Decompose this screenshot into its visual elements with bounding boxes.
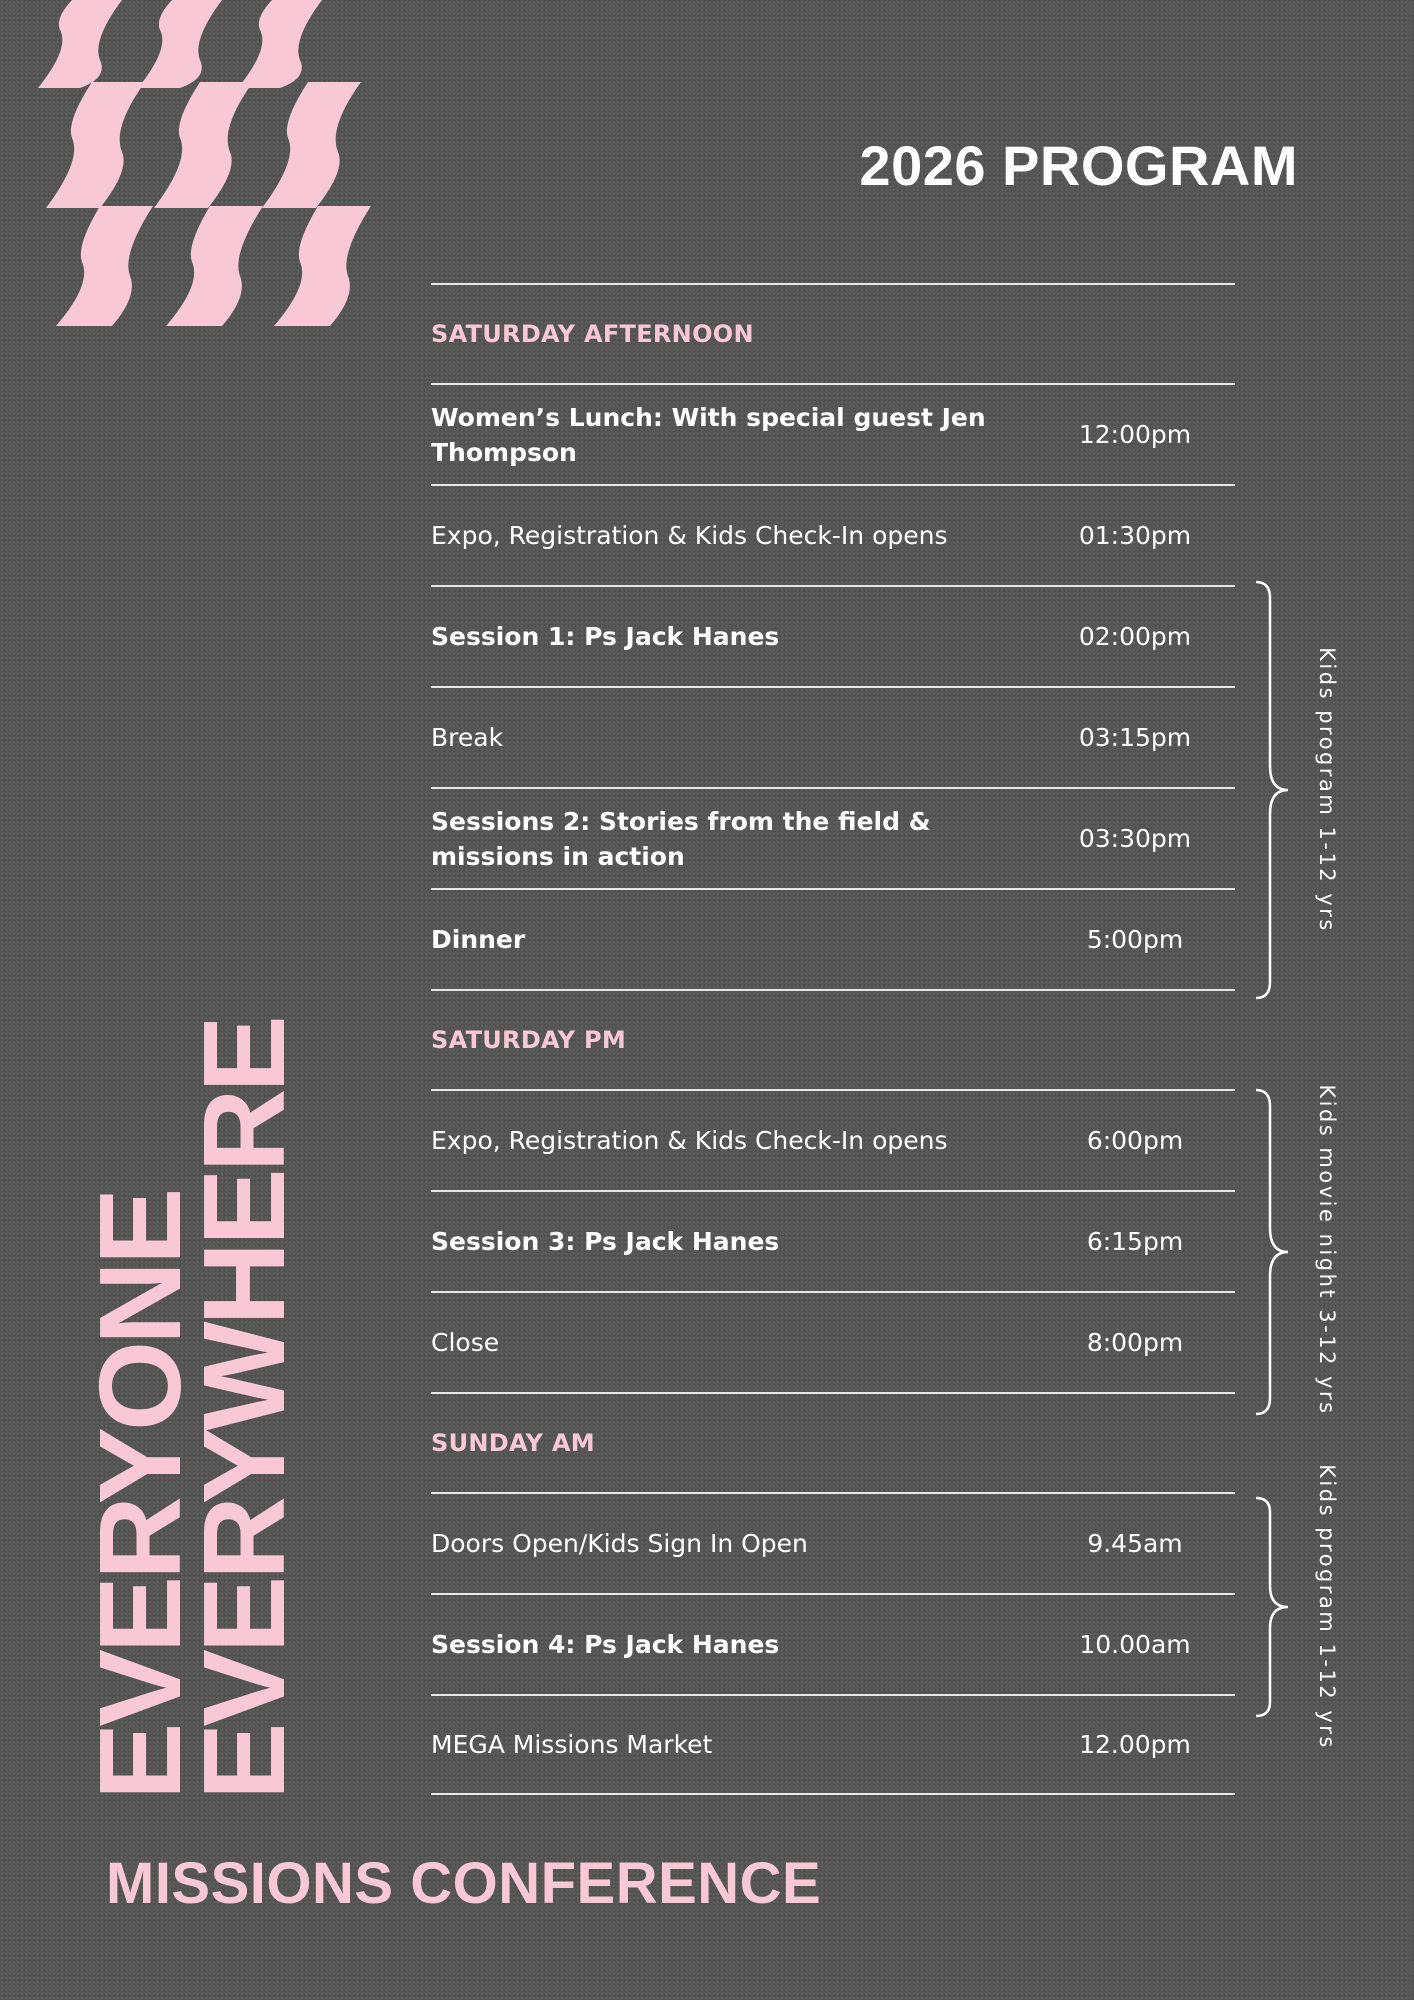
event-name: Close [431,1328,500,1357]
event-time: 6:00pm [1086,1126,1184,1155]
tagline-line-1: EVERYONE [75,1191,205,1800]
decorative-stripes [0,0,400,340]
event-name: Dinner [431,925,526,954]
event-time: 02:00pm [1078,622,1192,651]
event-time: 8:00pm [1086,1328,1184,1357]
section-heading-saturday-afternoon: SATURDAY AFTERNOON [431,283,1235,383]
brace-icon [1254,580,1294,1000]
event-name: Break [431,723,504,752]
schedule-row [431,585,1235,686]
event-time: 12.00pm [1079,1730,1191,1759]
event-name: Expo, Registration & Kids Check-In opens [431,521,948,550]
brace-icon [1254,1496,1294,1718]
schedule [431,283,1235,1795]
tagline-line-2: EVERYWHERE [179,1019,309,1800]
brace-icon [1254,1088,1294,1416]
schedule-row [431,1291,1235,1392]
event-name: Session 3: Ps Jack Hanes [431,1227,780,1256]
schedule-row [431,1089,1235,1190]
conference-tagline [75,1019,309,1800]
event-name: Expo, Registration & Kids Check-In opens [431,1126,948,1155]
event-time: 9.45am [1087,1529,1183,1558]
kids-note: Kids program 1-12 yrs [1315,1464,1339,1750]
schedule-row [431,787,1235,888]
event-time: 6:15pm [1086,1227,1184,1256]
section-heading-saturday-pm: SATURDAY PM [431,989,1235,1089]
event-name: Sessions 2: Stories from the field & missions in action [431,806,931,871]
event-time: 03:15pm [1078,723,1192,752]
event-time: 01:30pm [1078,521,1192,550]
event-time: 03:30pm [1078,824,1192,853]
kids-note: Kids movie night 3-12 yrs [1315,1084,1339,1416]
section-heading-sunday-am: SUNDAY AM [431,1392,1235,1492]
event-name: Session 1: Ps Jack Hanes [431,622,780,651]
schedule-row [431,1694,1235,1795]
event-name: Doors Open/Kids Sign In Open [431,1529,808,1558]
schedule-row [431,686,1235,787]
schedule-row [431,1593,1235,1694]
schedule-row [431,1190,1235,1291]
conference-name: MISSIONS CONFERENCE [106,1851,822,1916]
schedule-row [431,888,1235,989]
schedule-row [431,484,1235,585]
event-time: 10.00am [1079,1630,1191,1659]
schedule-row [431,383,1235,484]
event-time: 12:00pm [1078,420,1192,449]
program-title: 2026 PROGRAM [859,134,1298,197]
event-name: Women’s Lunch: With special guest Jen Thompson [431,402,986,467]
kids-note: Kids program 1-12 yrs [1315,647,1339,933]
event-name: Session 4: Ps Jack Hanes [431,1630,780,1659]
schedule-row [431,1492,1235,1593]
event-time: 5:00pm [1086,925,1184,954]
event-name: MEGA Missions Market [431,1730,713,1759]
